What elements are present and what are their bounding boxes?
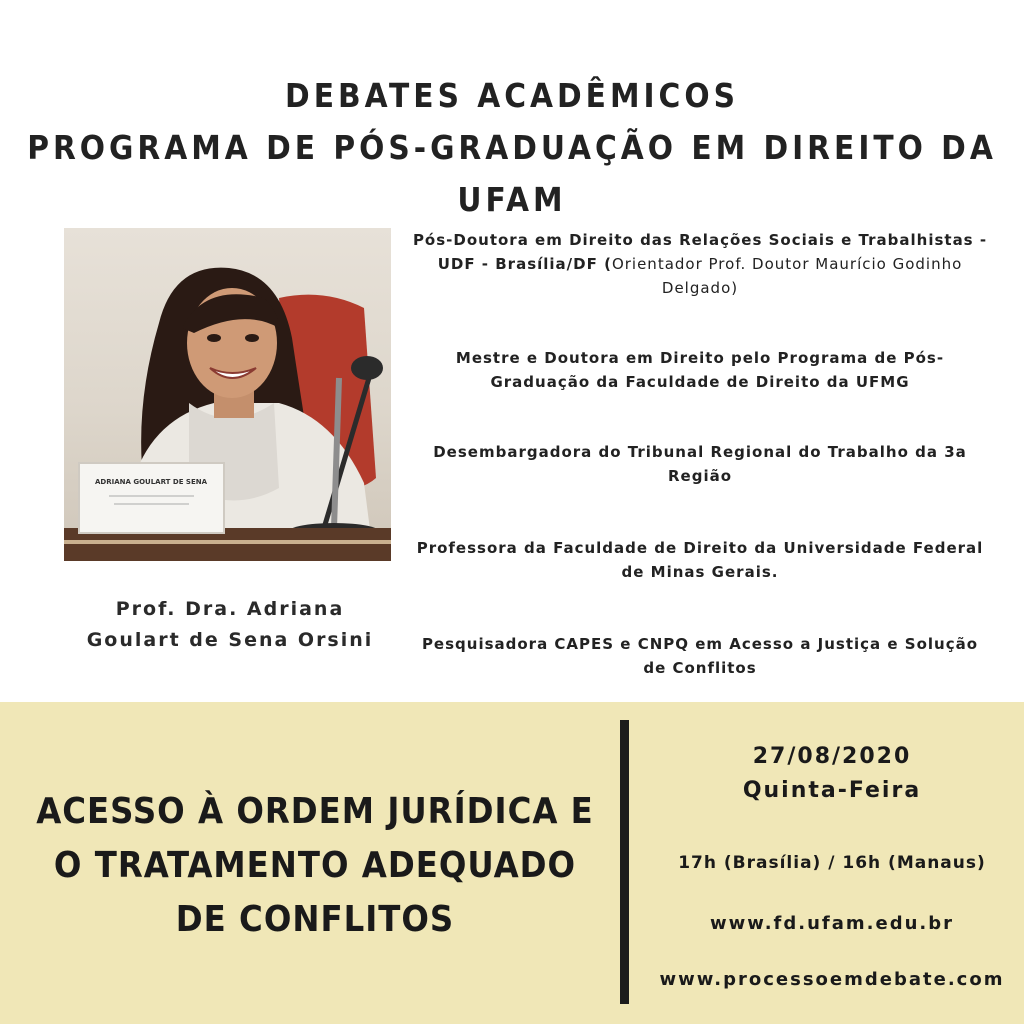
header-title: DEBATES ACADÊMICOS bbox=[285, 76, 739, 115]
website-link-fd-ufam[interactable]: www.fd.ufam.edu.br bbox=[709, 913, 955, 934]
bio-masters-phd: Mestre e Doutora em Direito pelo Programa de Pós-Graduação da Faculdade de Direito da UFMG bbox=[455, 349, 945, 391]
bio-researcher: Pesquisadora CAPES e CNPQ em Acesso a Justiça e Solução de Conflitos bbox=[421, 635, 979, 677]
event-time: 17h (Brasília) / 16h (Manaus) bbox=[678, 853, 986, 873]
header bbox=[0, 70, 1024, 226]
event-weekday: Quinta-Feira bbox=[742, 778, 922, 803]
header-subtitle: PROGRAMA DE PÓS-GRADUAÇÃO EM DIREITO DA UFAM bbox=[27, 128, 997, 219]
website-link-processoemdebate[interactable]: www.processoemdebate.com bbox=[659, 969, 1005, 990]
event-date: 27/08/2020 bbox=[752, 744, 912, 769]
speaker-name bbox=[40, 594, 420, 656]
bio-postdoc bbox=[410, 228, 990, 300]
speaker-photo-illustration bbox=[64, 228, 391, 561]
speaker-name-line2: Goulart de Sena Orsini bbox=[86, 629, 374, 651]
placard-text: ADRIANA GOULART DE SENA bbox=[94, 478, 208, 486]
speaker-photo bbox=[64, 228, 391, 561]
bio-postdoc-advisor: Orientador Prof. Doutor Maurício Godinho Delgado) bbox=[611, 255, 963, 297]
speaker-name-line1: Prof. Dra. Adriana bbox=[115, 598, 345, 620]
bio-postdoc-bold: Pós-Doutora em Direito das Relações Sociais e Trabalhistas - UDF - Brasília/DF ( bbox=[412, 231, 988, 273]
vertical-divider bbox=[620, 720, 629, 1004]
bio-judge: Desembargadora do Tribunal Regional do Trabalho da 3a Região bbox=[433, 443, 967, 485]
event-topic: ACESSO À ORDEM JURÍDICA E O TRATAMENTO ADEQUADO DE CONFLITOS bbox=[36, 791, 594, 940]
bio-professor: Professora da Faculdade de Direito da Universidade Federal de Minas Gerais. bbox=[416, 539, 984, 581]
